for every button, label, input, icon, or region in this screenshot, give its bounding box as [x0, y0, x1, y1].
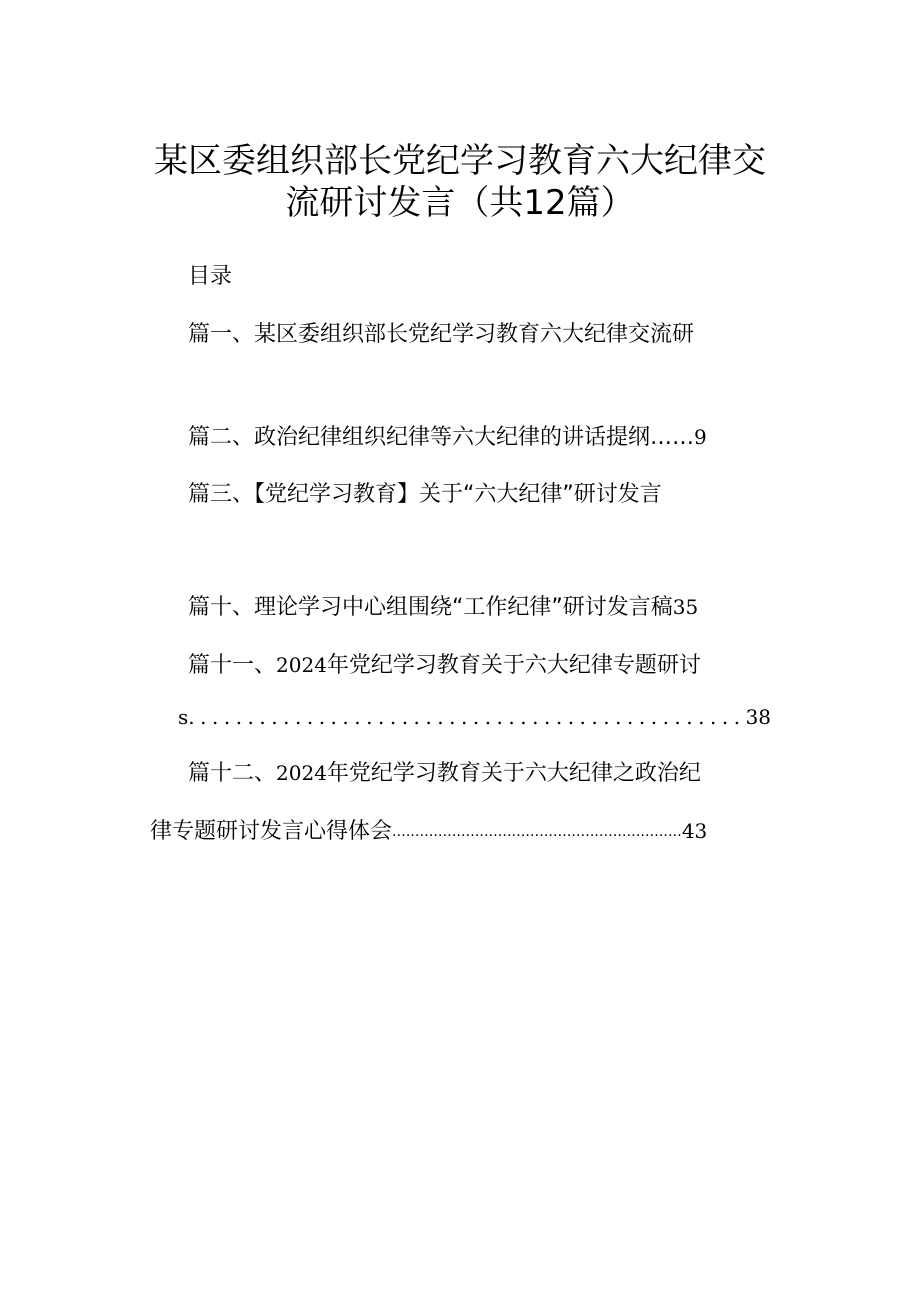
toc-entry-2-text: 篇二、政治纪律组织纪律等六大纪律的讲话提纲…… — [188, 425, 695, 450]
toc-entry-5-continuation: s — [178, 705, 189, 729]
toc-entry-5-year: 2024 — [276, 653, 327, 677]
toc-entry-6-leader-dots: ............................................................... — [392, 824, 682, 840]
toc-entry-5[interactable] — [188, 650, 701, 681]
document-title-line-1: 某区委组织部长党纪学习教育六大纪律交 — [154, 141, 766, 181]
toc-entry-6-page: 43 — [681, 819, 708, 843]
toc-entry-4[interactable] — [188, 592, 698, 623]
toc-entry-2-page: 9 — [694, 425, 707, 449]
toc-entry-4-text: 篇十、理论学习中心组围绕“工作纪律”研讨发言稿 — [188, 595, 673, 620]
toc-entry-5-page: 38 — [745, 705, 772, 729]
toc-entry-6-year: 2024 — [276, 761, 327, 785]
toc-heading: 目录 — [188, 264, 233, 289]
toc-entry-3-text: 篇三、【党纪学习教育】关于“六大纪律”研讨发言 — [188, 482, 662, 507]
toc-entry-3[interactable] — [188, 480, 662, 510]
toc-entry-6-text: 年党纪学习教育关于六大纪律之政治纪 — [326, 761, 701, 786]
toc-entry-1-text: 篇一、某区委组织部长党纪学习教育六大纪律交流研 — [188, 322, 695, 347]
toc-entry-1[interactable] — [188, 320, 694, 350]
toc-entry-5-continuation-line[interactable] — [178, 702, 771, 733]
toc-entry-6-continuation-line[interactable] — [150, 816, 707, 849]
toc-entry-5-text: 年党纪学习教育关于六大纪律专题研讨 — [326, 653, 701, 678]
toc-entry-6-continuation: 律专题研讨发言心得体会 — [150, 819, 393, 844]
document-title-line-2: 流研讨发言（共12篇） — [285, 183, 635, 223]
toc-entry-2[interactable] — [188, 422, 707, 453]
toc-entry-6[interactable] — [188, 758, 701, 789]
toc-entry-5-leader-dots: ............................................... — [188, 705, 746, 729]
toc-entry-6-prefix: 篇十二、 — [188, 761, 277, 786]
toc-entry-4-page: 35 — [672, 595, 699, 619]
toc-entry-5-prefix: 篇十一、 — [188, 653, 277, 678]
